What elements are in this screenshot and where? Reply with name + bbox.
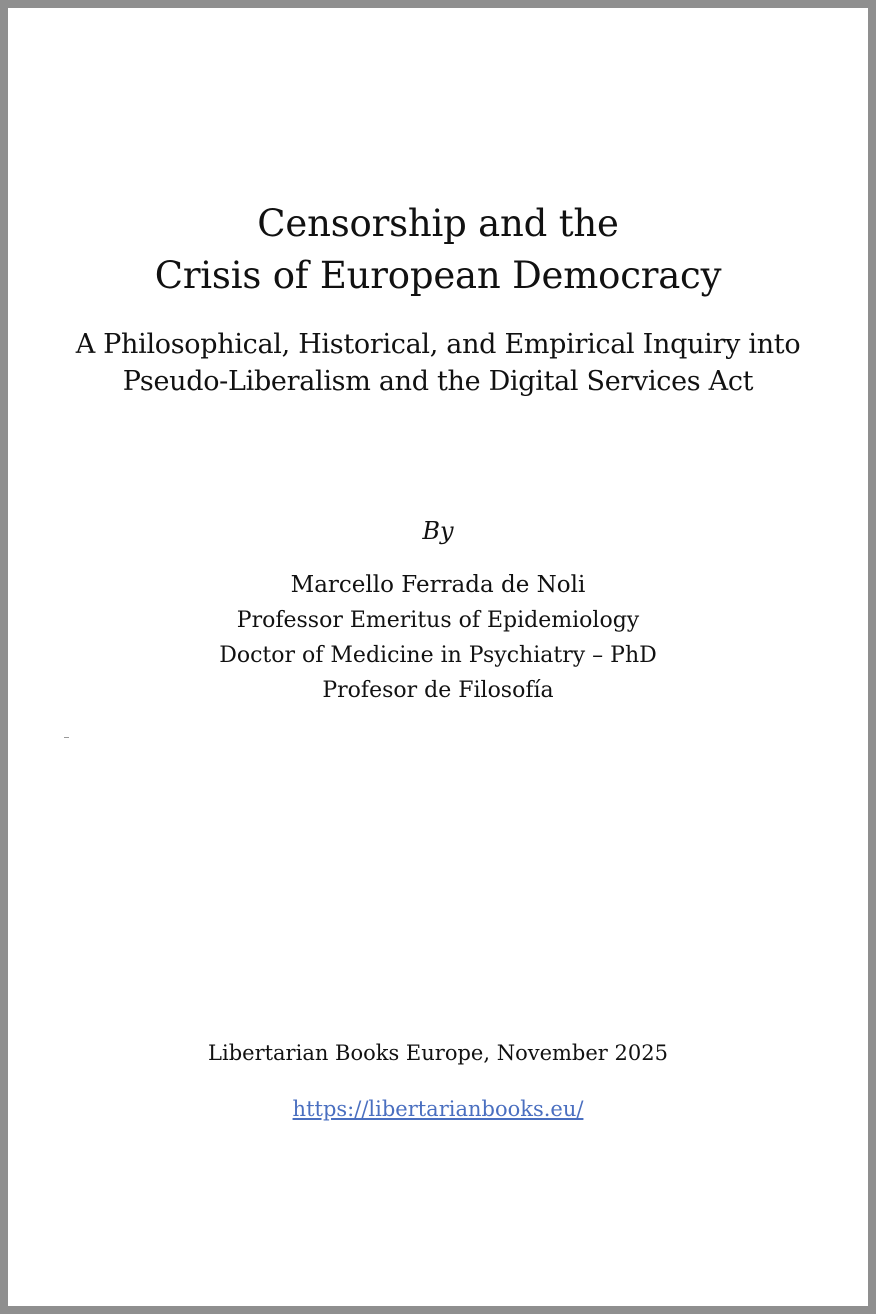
website-link-container bbox=[8, 1094, 868, 1124]
author-credential-psychiatry: Doctor of Medicine in Psychiatry – PhD bbox=[219, 643, 657, 668]
document-title bbox=[8, 198, 868, 302]
publisher-line: Libertarian Books Europe, November 2025 bbox=[208, 1041, 668, 1065]
subtitle-line-1: A Philosophical, Historical, and Empirical Inquiry into bbox=[75, 329, 801, 360]
title-line-1: Censorship and the bbox=[257, 202, 619, 245]
author-credential-epidemiology: Professor Emeritus of Epidemiology bbox=[236, 608, 640, 633]
author-credential-philosophy: Profesor de Filosofía bbox=[322, 678, 554, 703]
stray-mark bbox=[64, 737, 69, 738]
author-name: Marcello Ferrada de Noli bbox=[290, 572, 586, 598]
document-page bbox=[8, 8, 868, 1306]
subtitle-line-2: Pseudo-Liberalism and the Digital Services Act bbox=[122, 366, 754, 397]
document-subtitle bbox=[8, 326, 868, 400]
website-link[interactable]: https://libertarianbooks.eu/ bbox=[292, 1097, 584, 1121]
by-label: By bbox=[422, 517, 454, 545]
title-line-2: Crisis of European Democracy bbox=[154, 254, 722, 297]
